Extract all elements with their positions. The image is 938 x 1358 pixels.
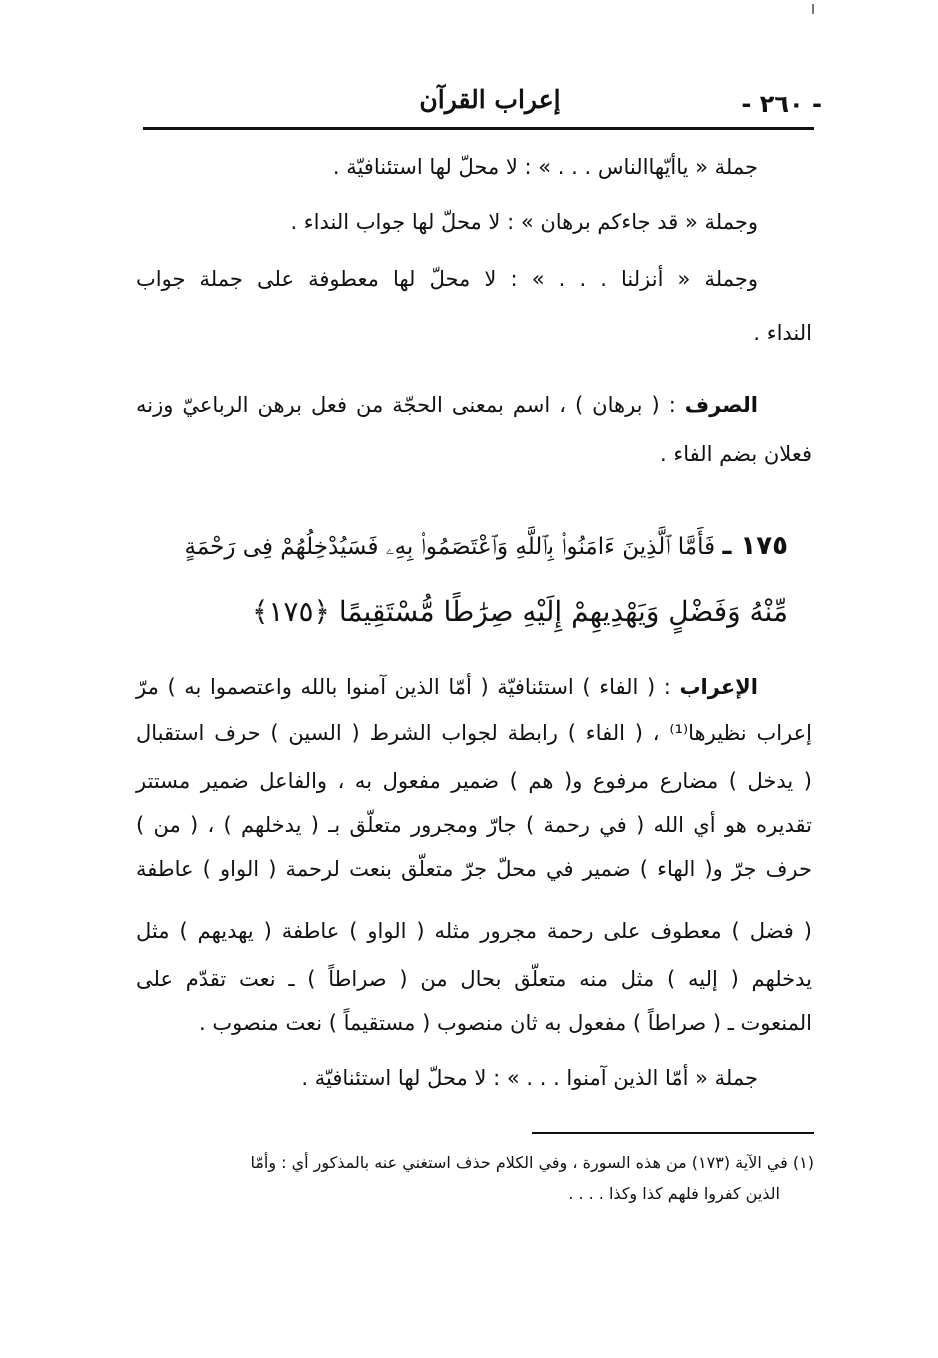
page-number: - ٢٦٠ - — [741, 90, 822, 118]
page-header-title: إعراب القرآن — [419, 85, 561, 114]
body-line: جملة « أمّا الذين آمنوا . . . » : لا محلّ لها استئنافيّة . — [301, 1066, 758, 1090]
irab-heading: الإعراب — [679, 675, 758, 699]
irab-paragraph-line — [136, 670, 758, 704]
body-line: ( يدخل ) مضارع مرفوع و( هم ) ضمير مفعول به ، والفاعل ضمير مستتر — [136, 769, 812, 793]
body-line: حرف جرّ و( الهاء ) ضمير في محلّ جرّ متعلّق بنعت لرحمة ( الواو ) عاطفة — [136, 857, 812, 881]
quran-verse-line — [178, 522, 788, 570]
body-line: المنعوت ـ ( صراطاً ) مفعول به ثان منصوب ( مستقيماً ) نعت منصوب . — [199, 1011, 812, 1035]
sarf-heading: الصرف — [684, 393, 758, 417]
body-line: إعراب نظيرها⁽¹⁾ ، ( الفاء ) رابطة لجواب الشرط ( السين ) حرف استقبال — [136, 721, 813, 745]
footnote-line: الذين كفروا فلهم كذا وكذا . . . . — [568, 1184, 780, 1203]
irab-text: : ( الفاء ) استئنافيّة ( أمّا الذين آمنوا بالله واعتصموا به ) مرّ — [136, 675, 680, 699]
body-line: تقديره هو أي الله ( في رحمة ) جارّ ومجرور متعلّق بـ ( يدخلهم ) ، ( من ) — [136, 813, 812, 837]
sarf-text: : ( برهان ) ، اسم بمعنى الحجّة من فعل برهن الرباعيّ وزنه — [136, 393, 685, 417]
footnote-divider — [532, 1132, 814, 1134]
body-line: جملة « ياأيّهاالناس . . . » : لا محلّ لها استئنافيّة . — [332, 155, 758, 179]
sarf-paragraph-line — [136, 388, 758, 422]
scan-mark — [812, 4, 814, 14]
body-line: وجملة « قد جاءكم برهان » : لا محلّ لها جواب النداء . — [290, 210, 758, 234]
verse-number: ١٧٥ ـ — [722, 531, 788, 561]
header-divider — [143, 127, 814, 130]
footnote-line: (١) في الآية (١٧٣) من هذه السورة ، وفي الكلام حذف استغني عنه بالمذكور أي : وأمّا — [250, 1153, 814, 1172]
body-line: النداء . — [753, 321, 812, 345]
quran-verse-line: مِّنْهُ وَفَضْلٍ وَيَهْدِيهِمْ إِلَيْهِ صِرَٰطًا مُّسْتَقِيمًا ﴿١٧٥﴾ — [251, 595, 788, 628]
body-line: وجملة « أنزلنا . . . » : لا محلّ لها معطوفة على جملة جواب — [136, 267, 758, 291]
body-line: فعلان بضم الفاء . — [660, 442, 812, 466]
verse-text: فَأَمَّا ٱلَّذِينَ ءَامَنُوا۟ بِٱللَّهِ وَٱعْتَصَمُوا۟ بِهِۦ فَسَيُدْخِلُهُمْ فِى رَحْمَةٍ — [184, 534, 716, 560]
body-line: ( فضل ) معطوف على رحمة مجرور مثله ( الواو ) عاطفة ( يهديهم ) مثل — [136, 919, 812, 943]
body-line: يدخلهم ( إليه ) مثل منه متعلّق بحال من ( صراطاً ) ـ نعت تقدّم على — [136, 967, 812, 991]
